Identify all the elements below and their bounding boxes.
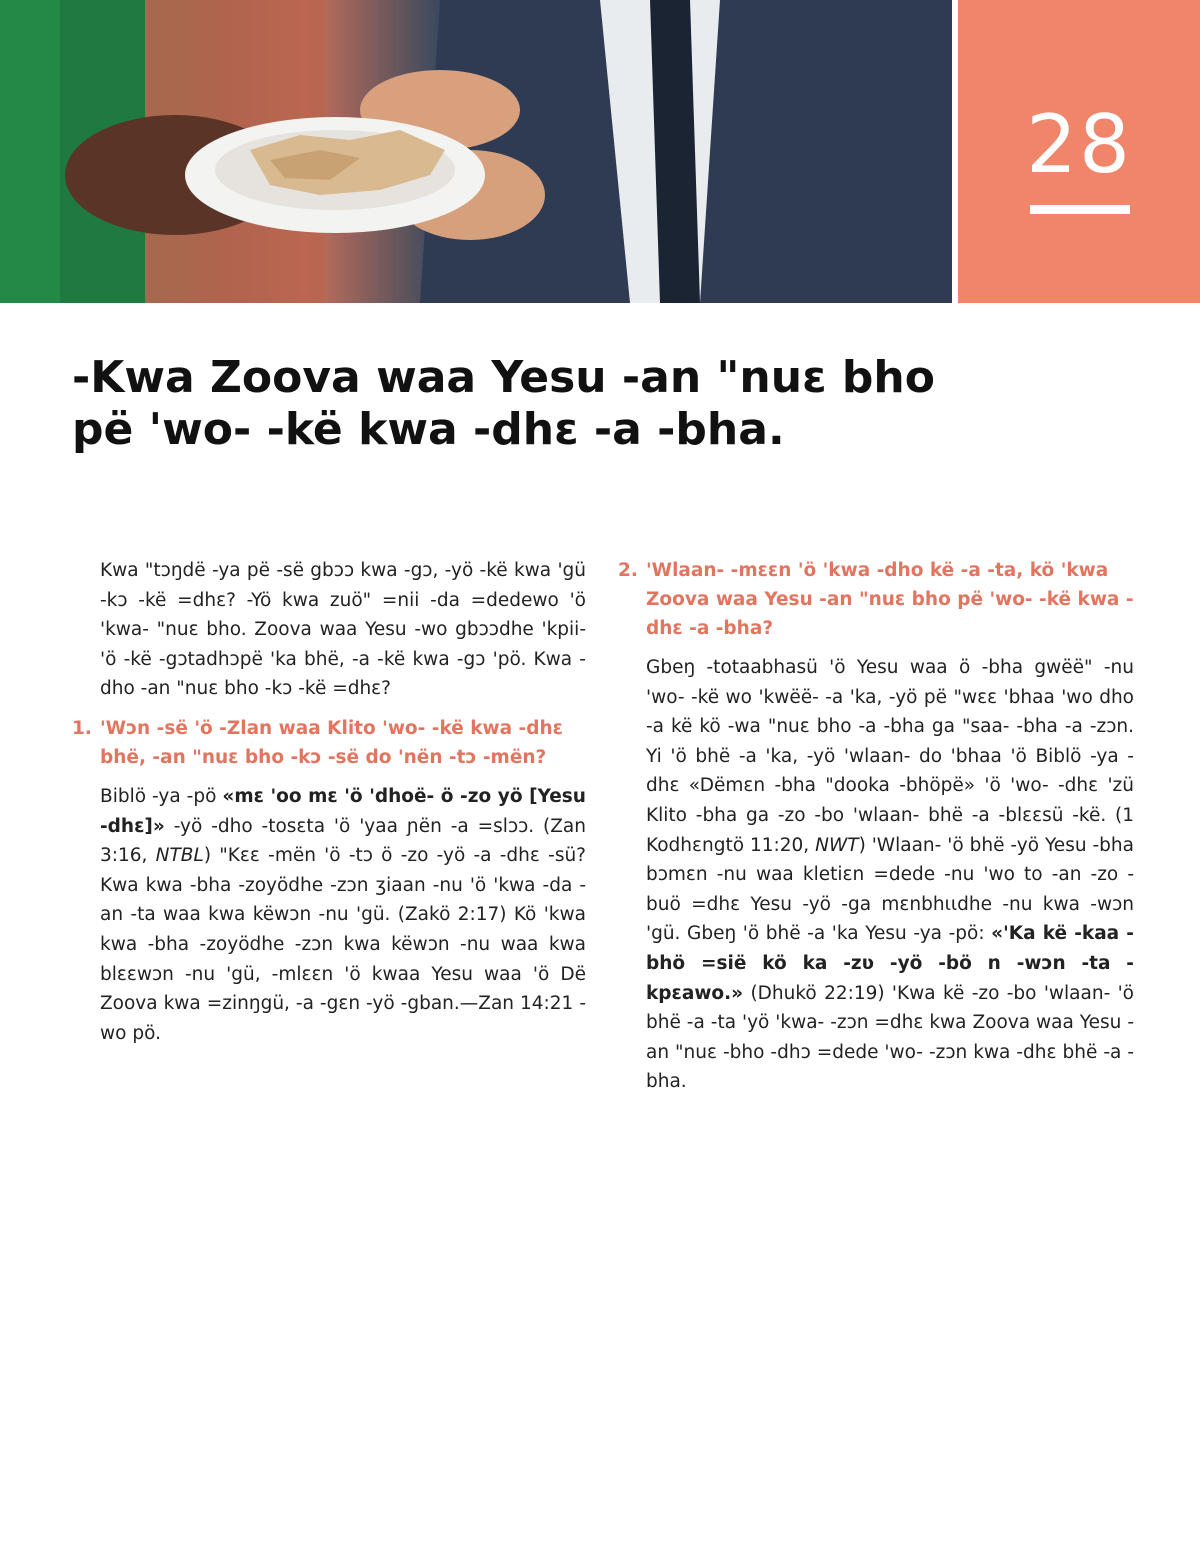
- left-column: [72, 556, 586, 1058]
- answer-1-quote: «mɛ 'oo mɛ 'ö 'dhoë- ö -zo yö [Yesu -dhɛ]»: [100, 785, 586, 837]
- intro-paragraph: Kwa "tɔŋdë -ya pë -së gbɔɔ kwa -gɔ, -yö -kë kwa 'gü -kɔ -kë =dhɛ? -Yö kwa zuö" =nii -da =dedewo 'ö 'kwa- "nuɛ bho. Zoova waa Yesu -wo gbɔɔdhe 'kpii- 'ö -kë -gɔtadhɔpë 'ka bhë, -a -kë kwa -gɔ 'pö. Kwa -dho -an "nuɛ bho -kɔ -kë =dhɛ?: [100, 560, 586, 700]
- question-1-text: 'Wɔn -së 'ö -Zlan waa Klito 'wo- -kë kwa -dhɛ bhë, -an "nuɛ bho -kɔ -së do 'nën -tɔ -mën?: [100, 717, 563, 768]
- hero-photo-illustration: [0, 0, 952, 303]
- answer-2-part-1: Gbeŋ -totaabhasü 'ö Yesu waa ö -bha gwëë" -nu 'wo- -kë wo 'kwëë- -a 'ka, -yö pë "wɛɛ 'bhaa 'wo dho -a kë kö -wa "nuɛ bho -a -bha ga "saa- -bha -a -zɔn. Yi 'ö bhë -a 'ka, -yö 'wlaan- do 'bhaa 'ö Biblö -ya -dhɛ «Dëmɛn -bha "dooka -bhöpë» 'ö 'wo- -dhɛ 'zü Klito -bha ga -zo -bo 'wlaan- bhë -a -blɛɛsü -kë. (1 Kodhɛngtö 11:20,: [646, 657, 1134, 856]
- question-1: [72, 714, 586, 772]
- answer-1-part-1: Biblö -ya -pö: [100, 785, 223, 807]
- answer-2-quote: «'Ka kë -kaa -bhö =sië kö ka -zʋ -yö -bö n -wɔn -ta -kpɛawo.»: [646, 923, 1134, 1004]
- answer-1-part-2: -yö -dho -tosɛta 'ö 'yaa ɲën -a =slɔɔ. (Zan 3:16,: [100, 815, 586, 867]
- page-title: -Kwa Zoova waa Yesu -an "nuɛ bho pë 'wo- -kë kwa -dhɛ -a -bha.: [72, 352, 935, 455]
- question-2: [618, 556, 1134, 643]
- right-column: [618, 556, 1134, 1107]
- question-1-number: 1.: [72, 717, 92, 739]
- answer-1-part-3: ) "Kɛɛ -mën 'ö -tɔ ö -zo -yö -a -dhɛ -sü? Kwa kwa -bha -zoyödhe -zɔn ʒiaan -nu 'ö 'kwa -da -an -ta waa kwa këwɔn -nu 'gü. (Zakö 2:17) Kö 'kwa kwa -bha -zoyödhe -zɔn kwa këwɔn -nu waa kwa blɛɛwɔn -nu 'gü, -mlɛɛn 'ö kwaa Yesu waa 'ö Dë Zoova kwa =zinŋgü, -a -gɛn -yö -gban.—Zan 14:21 -wo pö.: [100, 845, 586, 1044]
- lesson-number-underline: [1030, 205, 1130, 214]
- question-2-number: 2.: [618, 560, 638, 581]
- question-2-text: 'Wlaan- -mɛɛn 'ö 'kwa -dho kë -a -ta, kö 'kwa Zoova waa Yesu -an "nuɛ bho pë 'wo- -kë kwa -dhɛ -a -bha?: [646, 560, 1134, 639]
- answer-2-bible-version: NWT: [815, 834, 859, 856]
- hero-photo: [0, 0, 952, 303]
- lesson-number-box: [958, 0, 1200, 303]
- lesson-number: 28: [1026, 98, 1132, 191]
- answer-2-paragraph: [646, 653, 1134, 1097]
- answer-1-bible-version: NTBL: [155, 845, 204, 867]
- answer-2-part-3: (Dhukö 22:19) 'Kwa kë -zo -bo 'wlaan- 'ö bhë -a -ta 'yö 'kwa- -zɔn =dhɛ kwa Zoova waa Yesu -an "nuɛ -bho -dhɔ =dede 'wo- -zɔn kwa -dhɛ bhë -a -bha.: [646, 982, 1134, 1093]
- answer-2-part-2: ) 'Wlaan- 'ö bhë -yö Yesu -bha bɔmɛn -nu waa kletiɛn =dede -nu 'wo to -an -zo -buö =dhɛ Yesu -yö -ga mɛnbhɩɩdhe -nu kwa -wɔn 'gü. Gbeŋ 'ö bhë -a 'ka Yesu -ya -pö:: [646, 834, 1134, 945]
- answer-1-paragraph: [100, 782, 586, 1048]
